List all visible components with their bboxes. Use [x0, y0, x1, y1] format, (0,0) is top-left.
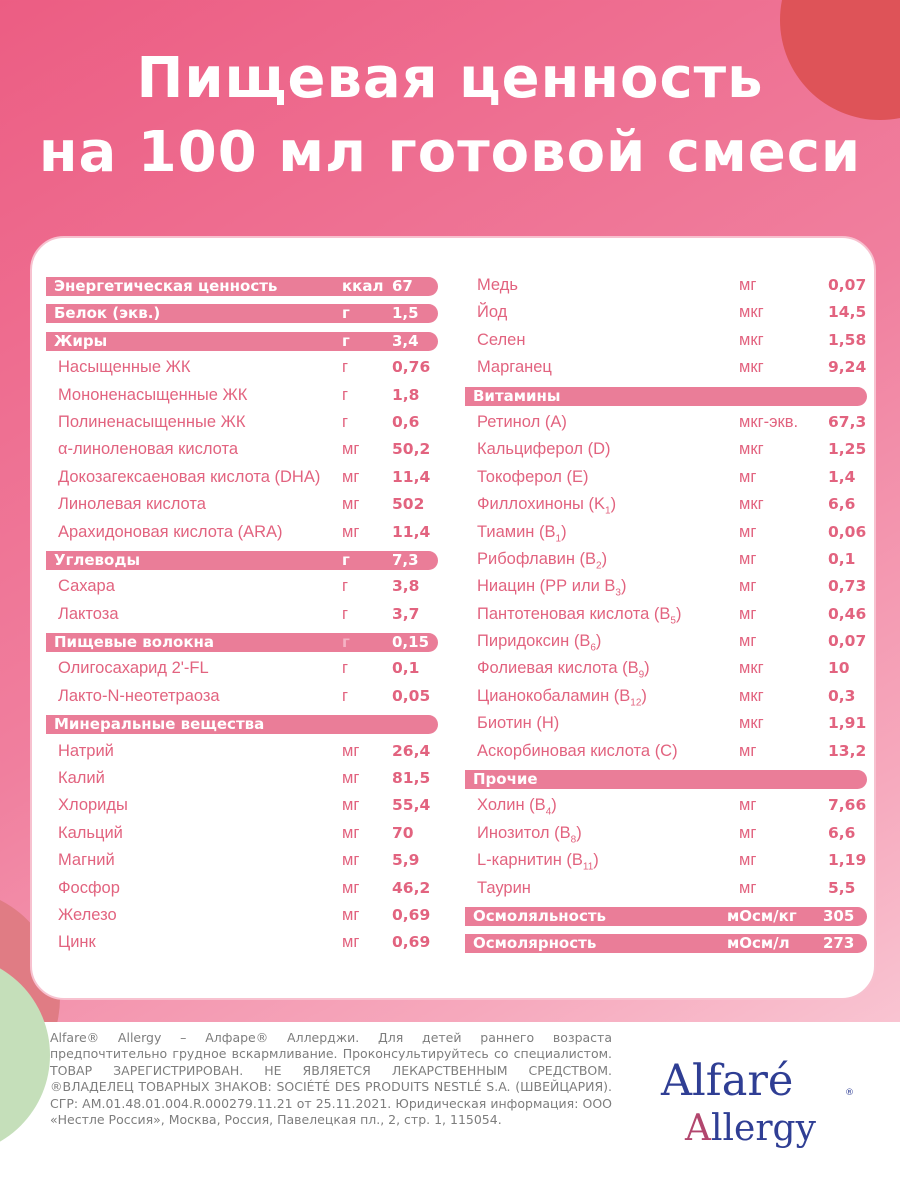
nutrient-value: 1,4 [828, 467, 856, 486]
nutrient-name: Полиненасыщенные ЖК [58, 412, 246, 431]
nutrient-name-tail: ) [601, 549, 608, 568]
nutrient-row [465, 573, 867, 600]
nutrient-value: 0,69 [392, 933, 431, 952]
nutrient-row [465, 655, 857, 682]
nutrient-value: 0,07 [828, 276, 867, 294]
nutrient-value: 26,4 [392, 741, 431, 760]
nutrient-unit: мг [342, 851, 360, 870]
nutrient-unit: г [342, 331, 350, 350]
nutrient-row [465, 464, 857, 491]
nutrient-value: 67,3 [828, 412, 867, 431]
nutrient-name [477, 659, 650, 680]
nutrient-name [477, 796, 557, 817]
nutrient-unit: мг [739, 276, 757, 294]
nutrient-unit: мг [739, 741, 757, 760]
section-header [46, 299, 438, 326]
nutrient-name-tail: ) [576, 823, 582, 842]
nutrient-value: 0,3 [828, 686, 856, 705]
nutrient-value: 1,25 [828, 440, 867, 459]
nutrient-name-text: Рибофлавин (В [477, 549, 597, 568]
nutrient-unit: мг [342, 905, 360, 924]
nutrient-name: Хлориды [58, 796, 128, 815]
nutrient-name: Йод [477, 303, 508, 322]
legal-disclaimer: Alfare® Allergy – Алфаре® Аллерджи. Для детей раннего возраста предпочтительно грудное вскармливание. Проконсультируйтесь со специалистом. ТОВАР ЗАРЕГИСТРИРОВАН. НЕ ЯВЛЯЕТСЯ ЛЕКАРСТВЕННЫМ СРЕДСТВОМ. ®ВЛАДЕЛЕЦ ТОВАРНЫХ ЗНАКОВ: SOCIÉTÉ DES PRODUITS NESTLÉ S.A. (ШВЕЙЦАРИЯ). СГР: AM.01.48.01.004.R.000279.11.21 от 25.11.2021. Юридическая информация: ООО «Нестле Россия», Москва, Россия, Павелецкая пл., 2, стр. 1, 115054. [50, 1030, 612, 1128]
nutrient-name [477, 632, 601, 653]
nutrient-name: Энергетическая ценность [54, 277, 278, 295]
nutrient-name: Пищевые волокна [54, 633, 215, 652]
nutrient-unit: мг [342, 741, 360, 760]
nutrient-row [46, 792, 438, 819]
nutrient-name: Селен [477, 330, 526, 349]
nutrient-name: Железо [58, 905, 117, 924]
nutrient-value: 67 [392, 277, 413, 295]
nutrient-name-text: Холин (В [477, 796, 546, 815]
logo-sub-rest: llergy [711, 1108, 816, 1149]
nutrient-name: Ретинол (А) [477, 412, 567, 431]
nutrient-unit: г [342, 659, 349, 678]
nutrient-name-tail: ) [561, 522, 567, 541]
nutrient-unit: мг [739, 549, 757, 568]
nutrient-name: Осмоляльность [473, 906, 607, 925]
nutrient-unit: мг [739, 851, 757, 870]
nutrient-subscript: 1 [555, 532, 562, 544]
nutrient-unit: г [342, 577, 349, 596]
nutrient-name: Докозагексаеновая кислота (DHA) [58, 467, 321, 486]
nutrition-column-right [465, 272, 867, 957]
nutrient-unit: мкг [739, 686, 764, 705]
nutrient-name-tail: ) [595, 632, 602, 651]
section-header [465, 902, 857, 929]
nutrient-unit: мг [342, 467, 360, 486]
nutrient-name: Мононенасыщенные ЖК [58, 385, 248, 404]
nutrient-subscript: 11 [582, 861, 594, 873]
nutrient-value: 0,1 [392, 659, 420, 678]
nutrient-unit: мг [342, 522, 360, 541]
nutrient-unit: г [342, 385, 349, 404]
nutrient-name: Сахара [58, 577, 115, 596]
nutrient-value: 502 [392, 495, 425, 514]
nutrient-row [465, 847, 867, 874]
nutrient-name: Фосфор [58, 878, 120, 897]
nutrient-name [477, 605, 681, 626]
nutrient-row [46, 820, 438, 847]
nutrient-unit: мОсм/кг [727, 906, 797, 925]
nutrient-row [465, 519, 867, 546]
section-header [46, 272, 438, 299]
nutrient-row [46, 491, 438, 518]
section-header [46, 710, 438, 737]
nutrient-name-text: Ниацин (РР или В [477, 577, 616, 596]
nutrient-unit: г [342, 604, 349, 623]
nutrient-row [46, 902, 438, 929]
nutrient-subscript: 6 [590, 642, 596, 654]
nutrient-row [46, 464, 438, 491]
nutrient-unit: г [342, 304, 350, 323]
section-header [465, 765, 857, 792]
nutrient-subscript: 12 [630, 697, 642, 709]
nutrient-name: Олигосахарид 2'-FL [58, 659, 209, 678]
nutrient-name: Арахидоновая кислота (ARA) [58, 522, 283, 541]
title-line-2: на 100 мл готовой смеси [38, 120, 862, 185]
nutrient-value: 13,2 [828, 741, 867, 760]
nutrient-unit: мг [739, 878, 757, 897]
nutrient-row [46, 573, 438, 600]
nutrient-row [465, 491, 857, 518]
nutrient-row [465, 546, 857, 573]
nutrient-unit: мг [739, 796, 757, 815]
title-line-1: Пищевая ценность [136, 46, 764, 111]
nutrient-row [46, 655, 438, 682]
nutrient-unit: мг [342, 933, 360, 952]
nutrient-name: Магний [58, 851, 115, 870]
nutrient-value: 0,73 [828, 577, 867, 596]
nutrient-value: 11,4 [392, 467, 431, 486]
nutrient-unit: мг [342, 878, 360, 897]
nutrient-value: 3,7 [392, 604, 420, 623]
nutrient-row [465, 875, 857, 902]
nutrient-subscript: 9 [638, 669, 645, 681]
nutrient-row [465, 683, 857, 710]
nutrient-subscript: 3 [615, 587, 621, 599]
nutrient-name-text: Инозитол (В [477, 823, 571, 842]
nutrient-row [465, 436, 867, 463]
nutrient-value: 0,46 [828, 604, 867, 623]
nutrient-value: 0,15 [392, 633, 430, 652]
nutrient-value: 6,6 [828, 823, 856, 842]
nutrient-name-tail: ) [551, 796, 557, 815]
nutrient-name-text: Пиридоксин (В [477, 632, 591, 651]
alfare-allergy-logo [655, 1056, 860, 1166]
nutrient-value: 10 [828, 659, 850, 678]
nutrient-name: α-линоленовая кислота [58, 440, 239, 459]
nutrient-name-text: Пантотеновая кислота (В [477, 604, 671, 623]
nutrient-name-text: Филлохиноны (K [477, 495, 606, 514]
nutrient-name-tail: ) [675, 604, 682, 623]
nutrient-unit: мкг [739, 303, 764, 322]
nutrient-value: 5,9 [392, 851, 420, 870]
nutrient-value: 305 [823, 906, 855, 925]
nutrient-value: 14,5 [828, 303, 867, 322]
nutrient-unit: мг [739, 604, 757, 623]
nutrition-card [30, 236, 876, 1000]
nutrient-row [46, 601, 438, 628]
nutrient-row [46, 382, 438, 409]
nutrient-row [46, 519, 438, 546]
nutrient-name: Линолевая кислота [58, 495, 206, 514]
logo-brand-text: Alfaré [661, 1056, 794, 1106]
nutrient-subscript: 5 [670, 614, 676, 626]
nutrient-row [46, 875, 438, 902]
logo-sub-text [685, 1108, 816, 1149]
nutrient-row [46, 409, 438, 436]
nutrient-name: Калий [58, 769, 105, 788]
nutrient-value: 7,3 [392, 550, 419, 569]
nutrient-name: Минеральные вещества [54, 715, 265, 734]
nutrient-name: Биотин (Н) [477, 714, 560, 733]
nutrient-row [46, 738, 438, 765]
nutrient-name: Осмолярность [473, 934, 597, 953]
nutrient-name: Медь [477, 276, 518, 294]
nutrient-value: 273 [823, 934, 855, 953]
nutrient-unit: мкг [739, 358, 764, 377]
nutrient-row [465, 628, 867, 655]
nutrient-row [46, 929, 438, 956]
nutrient-name [477, 851, 599, 872]
nutrient-row [465, 792, 867, 819]
section-header [465, 382, 857, 409]
nutrient-name-text: L-карнитин (В [477, 851, 583, 870]
nutrient-unit: мкг [739, 659, 764, 678]
nutrient-unit: мг [739, 467, 757, 486]
section-header [46, 546, 438, 573]
nutrient-value: 55,4 [392, 796, 431, 815]
nutrient-name: Углеводы [54, 550, 141, 569]
section-header [46, 628, 438, 655]
nutrient-name: Жиры [54, 331, 108, 350]
nutrient-name: Марганец [477, 358, 552, 377]
nutrient-name: Белок (экв.) [54, 304, 161, 323]
section-header [465, 929, 857, 956]
nutrient-name: Лактоза [58, 604, 119, 623]
nutrient-name [477, 523, 567, 544]
nutrient-name [477, 687, 647, 708]
nutrient-unit: мкг [739, 330, 764, 349]
nutrient-row [465, 409, 867, 436]
nutrient-subscript: 8 [570, 834, 577, 846]
nutrient-value: 81,5 [392, 769, 431, 788]
nutrient-name [477, 577, 626, 598]
nutrient-row [465, 710, 867, 737]
nutrient-row [46, 354, 438, 381]
nutrient-name: Токоферол (Е) [477, 467, 589, 486]
nutrient-value: 70 [392, 823, 414, 842]
nutrient-unit: мг [739, 823, 757, 842]
nutrient-value: 0,76 [392, 358, 431, 377]
nutrient-row [46, 765, 438, 792]
nutrient-name: Аскорбиновая кислота (С) [477, 741, 678, 760]
nutrient-row [46, 683, 438, 710]
nutrient-value: 1,19 [828, 851, 867, 870]
nutrient-subscript: 4 [545, 806, 552, 818]
page-title [0, 42, 900, 190]
nutrient-unit: мг [342, 495, 360, 514]
nutrient-value: 3,4 [392, 331, 419, 350]
nutrient-subscript: 1 [605, 505, 611, 517]
nutrient-unit: г [342, 633, 350, 652]
nutrient-name [477, 550, 607, 571]
nutrient-value: 0,07 [828, 632, 867, 651]
nutrient-row [46, 847, 438, 874]
nutrient-value: 9,24 [828, 358, 867, 377]
nutrient-value: 46,2 [392, 878, 431, 897]
nutrient-name: Кальциферол (D) [477, 440, 611, 459]
nutrient-name-text: Цианокобаламин (В [477, 686, 631, 705]
nutrient-name-text: Тиамин (В [477, 522, 556, 541]
nutrient-unit: мг [739, 577, 757, 596]
nutrient-unit: г [342, 686, 349, 705]
nutrient-row [465, 738, 867, 765]
nutrient-name-tail: ) [610, 495, 617, 514]
nutrient-name-tail: ) [620, 577, 627, 596]
nutrient-unit: мкг-экв. [739, 412, 799, 431]
logo-sub-first-letter: A [685, 1108, 711, 1149]
nutrient-value: 11,4 [392, 522, 431, 541]
nutrient-name-tail: ) [641, 686, 647, 705]
nutrition-column-left [46, 272, 438, 957]
nutrient-name: Насыщенные ЖК [58, 358, 191, 377]
nutrient-unit: ккал [342, 277, 384, 295]
nutrient-name [477, 824, 582, 845]
nutrient-value: 6,6 [828, 495, 856, 514]
nutrient-row [465, 272, 867, 299]
nutrient-unit: г [342, 550, 350, 569]
nutrient-name: Витамины [473, 386, 561, 405]
nutrient-row [465, 820, 857, 847]
section-header [46, 327, 438, 354]
nutrient-name: Прочие [473, 770, 538, 789]
nutrient-row [465, 299, 867, 326]
nutrient-name-tail: ) [593, 851, 599, 870]
nutrient-unit: мг [342, 823, 360, 842]
nutrient-row [465, 327, 867, 354]
nutrient-name: Таурин [477, 878, 531, 897]
nutrient-name: Лакто-N-неотетраоза [58, 686, 220, 705]
nutrient-value: 0,05 [392, 686, 431, 705]
nutrient-value: 0,1 [828, 549, 856, 568]
nutrient-row [465, 601, 867, 628]
logo-registered-mark: ® [845, 1088, 854, 1098]
nutrient-row [46, 436, 438, 463]
nutrient-value: 3,8 [392, 577, 420, 596]
nutrient-unit: г [342, 412, 349, 431]
nutrient-name-text: Фолиевая кислота (В [477, 659, 639, 678]
nutrient-unit: мкг [739, 495, 764, 514]
nutrient-name: Кальций [58, 823, 123, 842]
nutrient-unit: мг [739, 522, 757, 541]
nutrient-unit: мг [739, 632, 757, 651]
nutrient-value: 5,5 [828, 878, 856, 897]
nutrient-unit: мОсм/л [727, 934, 790, 953]
nutrient-value: 0,69 [392, 905, 431, 924]
nutrient-value: 1,91 [828, 714, 867, 733]
nutrient-unit: г [342, 358, 349, 377]
nutrient-row [465, 354, 867, 381]
nutrient-name: Натрий [58, 741, 114, 760]
nutrient-value: 1,58 [828, 330, 867, 349]
nutrient-value: 0,6 [392, 412, 420, 431]
nutrient-value: 50,2 [392, 440, 431, 459]
nutrient-unit: мг [342, 796, 360, 815]
nutrient-value: 1,8 [392, 385, 420, 404]
nutrient-value: 0,06 [828, 522, 867, 541]
nutrient-name [477, 495, 616, 516]
nutrient-unit: мкг [739, 714, 764, 733]
nutrient-value: 7,66 [828, 796, 867, 815]
nutrient-name-tail: ) [644, 659, 650, 678]
nutrient-unit: мг [342, 440, 360, 459]
nutrient-unit: мкг [739, 440, 764, 459]
nutrient-unit: мг [342, 769, 360, 788]
nutrient-name: Цинк [58, 933, 96, 952]
nutrient-subscript: 2 [596, 560, 602, 572]
nutrient-value: 1,5 [392, 304, 419, 323]
